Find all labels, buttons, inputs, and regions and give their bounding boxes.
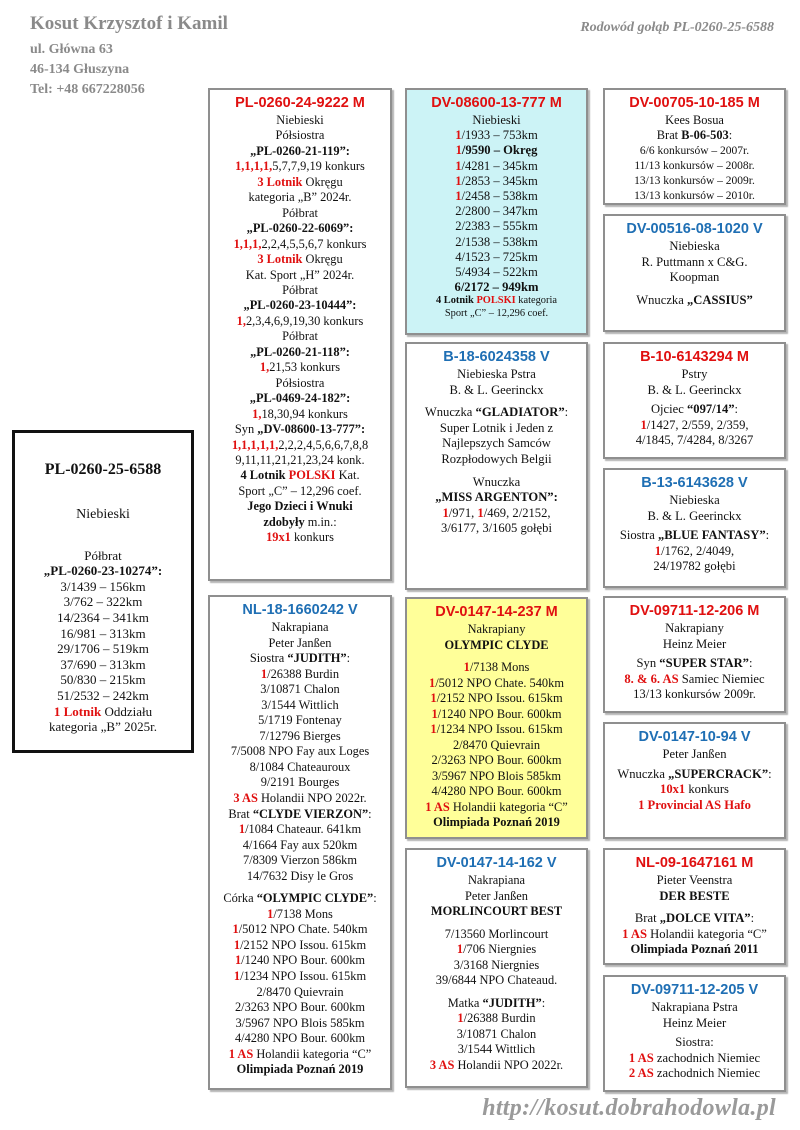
mfm-line: 10x1 konkurs — [660, 782, 729, 797]
fmf-line: Ojciec “097/14”: — [650, 402, 739, 417]
mf-result: 1/1234 NPO Issou. 615km — [430, 722, 563, 736]
father-line: 19x1 konkurs — [266, 530, 334, 545]
mm-line: MORLINCOURT BEST — [430, 904, 563, 918]
ggf-fmf-card — [603, 342, 786, 459]
ff-summary: Sport „C” – 12,296 coef. — [444, 307, 549, 319]
father-line: „PL-0260-23-10444”: — [243, 298, 357, 313]
ff-result: 1/2458 – 538km — [455, 189, 538, 204]
father-line: zdobyły m.in.: — [263, 514, 337, 529]
ggm-fmm-card — [603, 468, 786, 588]
main-color: Niebieski — [76, 507, 130, 522]
fm-line: 1/971, 1/469, 2/2152, — [442, 505, 551, 520]
father-ring-number: PL-0260-24-9222 M — [235, 95, 365, 111]
ff-result: 4/1523 – 725km — [455, 249, 538, 264]
mother-line: Brat “CLYDE VIERZON”: — [228, 806, 372, 821]
fmm-line: 1/1762, 2/4049, — [654, 543, 735, 558]
mf-result: 1/7138 Mons — [463, 660, 530, 674]
mm-result: 1/26388 Burdin — [457, 1011, 536, 1025]
breeder-address: ul. Główna 63 — [30, 42, 113, 57]
father-line: 4 Lotnik POLSKI Kat. — [240, 468, 360, 483]
father-line: 3 Lotnik Okręgu — [257, 252, 343, 267]
mother-result: 1/2152 NPO Issou. 615km — [233, 937, 367, 952]
ff-result: 2/2383 – 555km — [455, 219, 538, 234]
mff-line: Syn “SUPER STAR”: — [636, 656, 753, 671]
ff-result: 1/4281 – 345km — [455, 158, 538, 173]
ggm-mmm-card — [603, 975, 786, 1092]
mmm-line: Nakrapiana Pstra — [651, 1000, 738, 1014]
mf-result: 2/8470 Quievrain — [452, 737, 541, 752]
father-line: 9,11,11,21,21,23,24 konk. — [235, 452, 365, 467]
father-line: Półbrat — [282, 282, 318, 297]
main-line: 51/2532 – 242km — [57, 687, 149, 703]
paternal-grandmother-card — [405, 342, 588, 590]
mother-result: 2/8470 Quievrain — [256, 984, 344, 999]
mm-line: Nakrapiana — [467, 873, 526, 887]
mff-line: Heinz Meier — [662, 636, 727, 651]
ffm-line: Wnuczka „CASSIUS” — [636, 292, 753, 307]
fm-line: Wnuczka “GLADIATOR”: — [424, 405, 569, 420]
fm-line: B. & L. Geerinckx — [449, 382, 544, 397]
ff-result: 5/4934 – 522km — [455, 265, 538, 280]
father-line: 3 Lotnik Okręgu — [257, 174, 343, 189]
mmf-line: Pieter Veenstra — [656, 873, 733, 887]
mm-result: 3/3168 Niergnies — [453, 957, 540, 972]
mother-result: 9/2191 Bourges — [260, 775, 340, 790]
ff-ring-number: DV-08600-13-777 M — [431, 95, 562, 111]
fm-ring-number: B-18-6024358 V — [443, 349, 550, 365]
mm-result: 39/6844 NPO Chateaud. — [435, 973, 558, 987]
main-ring-number: PL-0260-25-6588 — [44, 461, 162, 478]
ffm-line: Koopman — [669, 270, 720, 285]
father-line: Jego Dzieci i Wnuki — [247, 499, 353, 514]
ff-summary: 4 Lotnik POLSKI kategoria — [436, 295, 557, 307]
mf-result: 1/5012 NPO Chate. 540km — [429, 675, 564, 690]
mother-result: 2/3263 NPO Bour. 600km — [234, 1000, 366, 1015]
father-line: Półbrat — [282, 205, 318, 220]
main-line: 3/1439 – 156km — [60, 578, 146, 594]
mf-result: 4/4280 NPO Bour. 600km — [431, 784, 562, 798]
mf-line: OLYMPIC CLYDE — [444, 637, 549, 652]
main-achievement: 1 Lotnik Oddziału — [53, 703, 153, 719]
fmm-line: 24/19782 gołębi — [653, 559, 736, 574]
mm-result: 3/1544 Wittlich — [457, 1042, 536, 1056]
fff-line: 13/13 konkursów – 2009r. — [634, 175, 755, 188]
ff-result: 2/1538 – 538km — [455, 234, 538, 249]
fmm-line: B. & L. Geerinckx — [647, 508, 742, 523]
fm-line: Rozpłodowych Belgii — [441, 451, 552, 466]
fm-line: Niebieska Pstra — [457, 367, 536, 381]
ff-result: 1/9590 – Okręg — [455, 143, 538, 158]
mmm-line: 2 AS zachodnich Niemiec — [628, 1066, 761, 1081]
father-line: Półsiostra — [275, 375, 325, 390]
fm-line: „MISS ARGENTON”: — [435, 490, 558, 505]
mother-result: 1/1084 Chateaur. 641km — [238, 822, 362, 837]
father-line: 1,1,1,1,1,2,2,2,4,5,6,6,7,8,8 — [231, 437, 369, 452]
fff-line: 6/6 konkursów – 2007r. — [639, 144, 750, 157]
ffm-line: R. Puttmann x C&G. — [641, 254, 748, 269]
mother-result: 1/7138 Mons — [267, 906, 333, 921]
fmm-line: Niebieska — [669, 493, 720, 507]
mmf-line: 1 AS Holandii kategoria “C” — [622, 926, 767, 941]
mother-result: 1/1234 NPO Issou. 615km — [233, 969, 367, 984]
fmm-ring-number: B-13-6143628 V — [641, 475, 748, 491]
mf-result: 1/2152 NPO Issou. 615km — [430, 691, 563, 705]
ggf-mff-card — [603, 596, 786, 713]
mother-result: 3/1544 Wittlich — [261, 697, 339, 712]
father-line: „PL-0260-22-6069”: — [246, 221, 354, 236]
mm-line: Matka “JUDITH”: — [447, 995, 546, 1010]
maternal-grandmother-card — [405, 848, 588, 1088]
ff-result: 1/2853 – 345km — [455, 173, 538, 188]
mother-result: 3/5967 NPO Blois 585km — [235, 1015, 365, 1030]
breeder-name: Kosut Krzysztof i Kamil — [30, 13, 228, 34]
mff-ring-number: DV-09711-12-206 M — [629, 603, 760, 619]
paternal-grandfather-card — [405, 88, 588, 335]
mfm-line: 1 Provincial AS Hafo — [638, 797, 751, 812]
mmm-line: Heinz Meier — [662, 1015, 727, 1030]
main-pigeon-card — [12, 430, 194, 753]
ggf-mmf-card — [603, 848, 786, 965]
mmf-line: Olimpiada Poznań 2011 — [630, 942, 759, 957]
mother-line: Nakrapiana — [271, 620, 329, 634]
mother-result: 1/26388 Burdin — [260, 666, 340, 681]
mother-result: 4/4280 NPO Bour. 600km — [234, 1031, 366, 1046]
main-line: 37/690 – 313km — [60, 656, 146, 672]
mother-result: 4/1664 Fay aux 520km — [242, 837, 358, 852]
website-link[interactable]: http://kosut.dobrahodowla.pl — [482, 1095, 776, 1121]
father-line: kategoria „B” 2024r. — [248, 190, 352, 205]
father-line: „PL-0260-21-118”: — [250, 344, 350, 359]
fff-line: Kees Bosua — [665, 113, 724, 127]
main-line: 29/1706 – 519km — [57, 641, 149, 657]
mf-result: 2/3263 NPO Bour. 600km — [431, 753, 562, 767]
main-line: 3/762 – 322km — [63, 594, 143, 610]
mm-ring-number: DV-0147-14-162 V — [436, 855, 557, 871]
ggm-ffm-card — [603, 214, 786, 332]
father-line: Niebieski — [276, 113, 324, 127]
fm-line: Wnuczka — [472, 474, 521, 489]
pedigree-title: Rodowód gołąb PL-0260-25-6588 — [580, 20, 774, 35]
main-line: Półbrat — [84, 547, 122, 563]
mmm-ring-number: DV-09711-12-205 V — [630, 982, 759, 998]
fff-line: 11/13 konkursów – 2008r. — [634, 159, 755, 172]
main-line: „PL-0260-23-10274”: — [43, 563, 163, 579]
mother-as-title: 1 AS Holandii kategoria “C” — [228, 1046, 372, 1061]
ggm-mfm-card — [603, 722, 786, 839]
ggf-fff-card — [603, 88, 786, 205]
main-line: 14/2364 – 341km — [57, 609, 149, 625]
mother-result: 1/5012 NPO Chate. 540km — [232, 922, 368, 937]
father-line: 1,18,30,94 konkurs — [252, 406, 348, 421]
mmm-line: Siostra: — [675, 1035, 714, 1050]
mff-line: 13/13 konkursów 2009r. — [633, 687, 756, 702]
father-line: Półsiostra — [275, 128, 325, 143]
mmm-line: 1 AS zachodnich Niemiec — [628, 1050, 761, 1065]
ff-result: 2/2800 – 347km — [455, 204, 538, 219]
father-card — [208, 88, 392, 581]
mf-ring-number: DV-0147-14-237 M — [435, 604, 558, 620]
mfm-line: Peter Janßen — [662, 747, 727, 761]
fmf-line: 1/1427, 2/559, 2/359, — [640, 417, 749, 432]
fmm-line: Siostra „BLUE FANTASY”: — [619, 528, 770, 543]
mother-result: 7/12796 Bierges — [259, 728, 341, 743]
fm-line: Super Lotnik i Jeden z — [439, 420, 554, 435]
ff-result: 1/1933 – 753km — [455, 128, 538, 143]
father-line: „PL-0260-21-119”: — [250, 143, 350, 158]
father-line: Kat. Sport „H” 2024r. — [245, 267, 355, 282]
ff-result: 6/2172 – 949km — [454, 280, 539, 295]
mm-as-title: 3 AS Holandii NPO 2022r. — [429, 1057, 564, 1072]
father-line: 1,2,3,4,6,9,19,30 konkurs — [236, 313, 364, 328]
maternal-grandfather-card — [405, 597, 588, 839]
mf-result: 1/1240 NPO Bour. 600km — [431, 706, 562, 721]
mf-as-title: 1 AS Holandii kategoria “C” — [425, 799, 568, 814]
mf-olympiad: Olimpiada Poznań 2019 — [433, 815, 560, 829]
fmf-line: B. & L. Geerinckx — [647, 382, 742, 397]
main-halfbrother-results — [18, 548, 188, 735]
mff-line: Nakrapiany — [665, 621, 724, 635]
mother-result: 14/7632 Disy le Gros — [246, 868, 354, 883]
father-line: „PL-0469-24-182”: — [249, 391, 351, 406]
mmf-line: DER BESTE — [659, 888, 730, 903]
ffm-line: Niebieska — [669, 239, 720, 253]
mother-result: 5/1719 Fontenay — [258, 713, 342, 728]
mf-line: Nakrapiany — [467, 622, 526, 636]
fff-line: Brat B-06-503: — [656, 128, 733, 143]
mother-result: 7/8309 Vierzon 586km — [243, 853, 357, 868]
father-line: 1,21,53 konkurs — [259, 360, 341, 375]
fff-ring-number: DV-00705-10-185 M — [629, 95, 760, 111]
mother-line: Córka “OLYMPIC CLYDE”: — [223, 891, 377, 906]
main-line: 50/830 – 215km — [60, 672, 146, 688]
fmf-line: 4/1845, 7/4284, 8/3267 — [635, 433, 754, 448]
fm-line: 3/6177, 3/1605 gołębi — [441, 521, 552, 536]
mmf-ring-number: NL-09-1647161 M — [635, 855, 754, 871]
mm-result: 3/10871 Chalon — [456, 1026, 537, 1041]
mother-ring-number: NL-18-1660242 V — [242, 602, 358, 618]
mother-result: 8/1084 Chateauroux — [249, 759, 351, 774]
mother-result: 3/10871 Chalon — [260, 682, 340, 697]
main-achievement-category: kategoria „B” 2025r. — [49, 719, 157, 735]
mff-line: 8. & 6. AS Samiec Niemiec — [624, 671, 765, 686]
mf-result: 3/5967 NPO Blois 585km — [431, 768, 562, 783]
father-line: 1,1,1,1,5,7,7,9,19 konkurs — [235, 159, 365, 174]
mother-line: Siostra “JUDITH”: — [249, 651, 351, 666]
father-line: Syn „DV-08600-13-777”: — [234, 422, 366, 437]
mother-result: 1/1240 NPO Bour. 600km — [234, 953, 366, 968]
mfm-ring-number: DV-0147-10-94 V — [638, 729, 751, 745]
fmf-line: Pstry — [681, 367, 708, 381]
father-line: 1,1,1,2,2,4,5,5,6,7 konkurs — [233, 236, 367, 251]
mm-line: Peter Janßen — [465, 888, 528, 903]
mother-card — [208, 595, 392, 1090]
fm-line: Najlepszych Samców — [442, 436, 551, 451]
mother-as-title: 3 AS Holandii NPO 2022r. — [233, 791, 367, 806]
ff-line: Niebieski — [472, 113, 521, 127]
mother-line: Peter Janßen — [268, 635, 332, 650]
mother-result: 7/5008 NPO Fay aux Loges — [230, 744, 370, 759]
mm-result: 1/706 Niergnies — [456, 942, 537, 956]
mmf-line: Brat „DOLCE VITA”: — [634, 911, 755, 926]
fff-line: 13/13 konkursów – 2010r. — [634, 190, 755, 203]
ffm-ring-number: DV-00516-08-1020 V — [626, 221, 763, 237]
fmf-ring-number: B-10-6143294 M — [640, 349, 749, 365]
breeder-city: 46-134 Głuszyna — [30, 62, 130, 77]
main-line: 16/981 – 313km — [60, 625, 146, 641]
father-line: Sport „C” – 12,296 coef. — [238, 483, 362, 498]
mm-result: 7/13560 Morlincourt — [444, 926, 549, 941]
father-line: Półbrat — [282, 329, 318, 344]
mother-olympiad: Olimpiada Poznań 2019 — [236, 1062, 364, 1077]
breeder-phone: Tel: +48 667228056 — [30, 82, 145, 97]
mfm-line: Wnuczka „SUPERCRACK”: — [617, 766, 772, 781]
